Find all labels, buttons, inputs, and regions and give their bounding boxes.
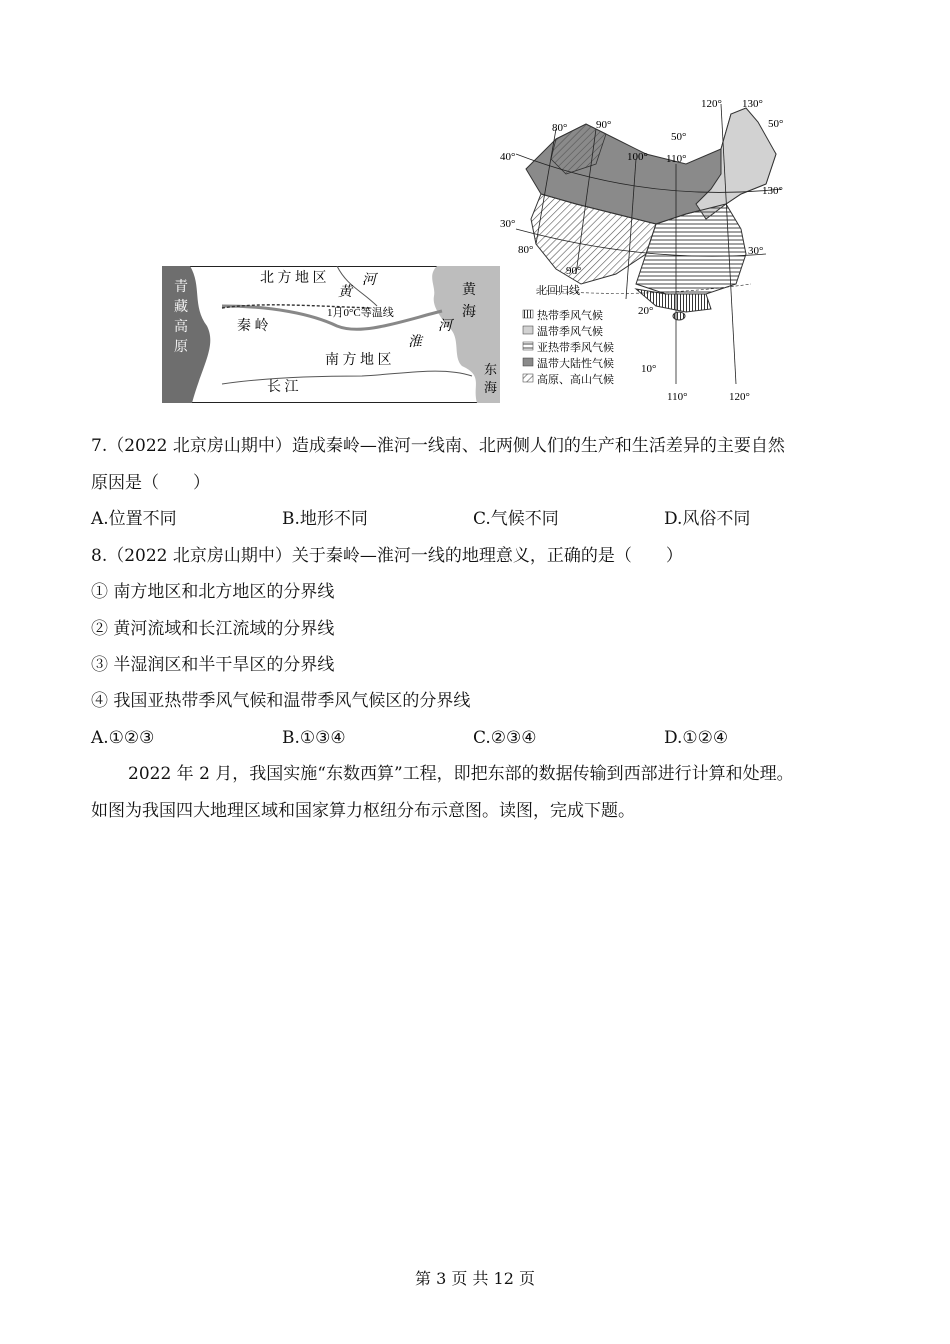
legend-continental: 温带大陆性气候 — [537, 358, 614, 370]
lon-label-120-top: 120° — [701, 98, 722, 110]
lon-label-130-top: 130° — [742, 98, 763, 110]
lat-label-20: 20° — [638, 305, 654, 317]
lon-label-100: 100° — [627, 151, 648, 163]
q8-item-1: ① 南方地区和北方地区的分界线 — [91, 582, 335, 602]
south-label: 南 方 地 区 — [325, 353, 392, 368]
q8-stem: 8.（2022 北京房山期中）关于秦岭—淮河一线的地理意义，正确的是（ ） — [91, 546, 683, 566]
lat-label-50-left: 50° — [671, 131, 687, 143]
legend-temperate-monsoon: 温带季风气候 — [537, 326, 603, 338]
q8-item-3: ③ 半湿润区和半干旱区的分界线 — [91, 655, 335, 675]
legend-subtropical: 亚热带季风气候 — [537, 342, 614, 354]
qinling-huaihe-map — [162, 266, 500, 403]
q7-option-c: C.气候不同 — [473, 509, 559, 529]
q7-option-d: D.风俗不同 — [664, 509, 751, 529]
donghai-label: 东海 — [484, 362, 498, 395]
lon-label-110-bottom: 110° — [667, 391, 688, 403]
q7-option-a: A.位置不同 — [91, 509, 177, 529]
huang-label: 黄 — [338, 285, 352, 300]
huai-label: 淮 — [408, 335, 422, 350]
lon-label-110-top: 110° — [666, 153, 687, 165]
q8-option-b: B.①③④ — [282, 728, 346, 748]
q8-item-2: ② 黄河流域和长江流域的分界线 — [91, 619, 335, 639]
lon-label-90-bottom: 90° — [566, 265, 582, 277]
tropic-label: 北回归线 — [536, 285, 580, 297]
legend-plateau: 高原、高山气候 — [537, 374, 614, 386]
lat-label-30-right: 30° — [748, 245, 764, 257]
lon-label-80-left: 80° — [518, 244, 534, 256]
china-climate-map — [496, 94, 786, 406]
legend-tropical: 热带季风气候 — [537, 310, 603, 322]
q8-option-d: D.①②④ — [664, 728, 729, 748]
q8-option-a: A.①②③ — [91, 728, 155, 748]
changjiang-label: 长 江 — [267, 380, 299, 395]
river-he-label: 河 — [362, 273, 376, 288]
huanghai-label: 黄海 — [462, 283, 476, 320]
lat-label-40: 40° — [500, 151, 516, 163]
he2-label: 河 — [438, 319, 452, 334]
lat-label-50-right: 50° — [768, 118, 784, 130]
q7-stem-line2: 原因是（ ） — [91, 473, 210, 493]
lat-label-10: 10° — [641, 363, 657, 375]
passage-line1: 2022 年 2 月，我国实施“东数西算”工程，即把东部的数据传输到西部进行计算和处理。 — [128, 764, 794, 784]
qinling-label: 秦 岭 — [237, 319, 269, 334]
lon-label-120-bottom: 120° — [729, 391, 750, 403]
lon-label-80-top: 80° — [552, 122, 568, 134]
q7-option-b: B.地形不同 — [282, 509, 368, 529]
north-label: 北 方 地 区 — [260, 271, 327, 286]
climate-legend — [523, 308, 614, 386]
lat-label-30-left: 30° — [500, 218, 516, 230]
isotherm-label: 1月0°C等温线 — [327, 307, 394, 319]
q8-item-4: ④ 我国亚热带季风气候和温带季风气候区的分界线 — [91, 691, 471, 711]
lon-label-90-top: 90° — [596, 119, 612, 131]
page-footer: 第 3 页 共 12 页 — [415, 1269, 535, 1288]
qingzang-label: 青藏高原 — [174, 280, 188, 355]
lon-label-130-right: 130° — [762, 185, 783, 197]
q8-option-c: C.②③④ — [473, 728, 537, 748]
q7-stem-line1: 7.（2022 北京房山期中）造成秦岭—淮河一线南、北两侧人们的生产和生活差异的主要自然 — [91, 436, 785, 456]
passage-line2: 如图为我国四大地理区域和国家算力枢纽分布示意图。读图，完成下题。 — [91, 801, 635, 821]
